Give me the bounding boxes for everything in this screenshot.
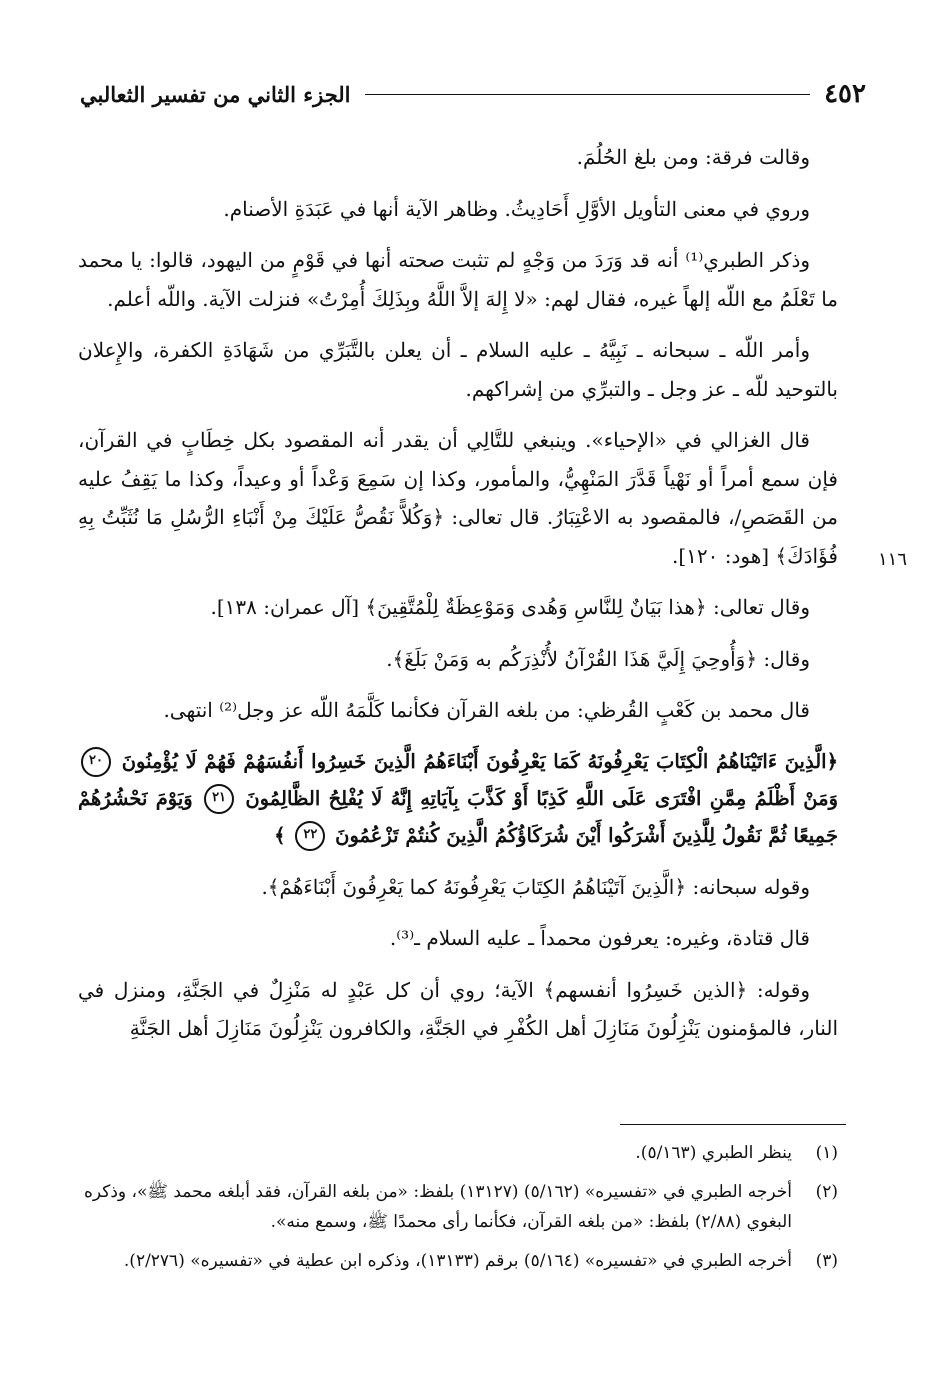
paragraph-7: وقال: ﴿وَأُوحِيَ إِلَيَّ هَذَا القُرْآنُ لأُنْذِرَكُم به وَمَنْ بَلَغَ﴾.: [386, 646, 810, 671]
paragraph-5: قال الغزالي في «الإحياء». وينبغي للتَّالِي أن يقدر أنه المقصود بكل خِطَابٍ في القرآن، فإن سمع أمراً أو نَهْياً قَدَّرَ المَنْهِيُّ، والمأمور، وكذا إن سَمِعَ وَعْداً أو وعيداً، وكذا ما يَقِفُ عليه من القَصَصِ/، فالمقصود به الاعْتِبَارُ. قال تعالى: ﴿وَكُلاًّ نَقُصُّ عَلَيْكَ مِنْ أَنْبَاءِ الرُّسُلِ مَا نُثَبِّتُ بِهِ فُؤَادَكَ﴾ [هود: ١٢٠].: [78, 428, 838, 568]
page-number: ٤٥٢: [824, 79, 866, 109]
paragraph-10: قال قتادة، وغيره: يعرفون محمداً ـ عليه السلام ـ⁽³⁾.: [389, 926, 810, 950]
footnote-text: أخرجه الطبري في «تفسيره» (٥/١٦٤) برقم (١٣١٣٣)، وذكره ابن عطية في «تفسيره» (٢/٢٧٦).: [123, 1251, 792, 1271]
paragraph-2: وروي في معنى التأويل الأوَّلِ أَحَادِيثُ. وظاهر الآية أنها في عَبَدَةِ الأصنام.: [223, 196, 810, 221]
paragraph-4: وأمر اللّه ـ سبحانه ـ نَبِيَّهُ ـ عليه السلام ـ أن يعلن بالتَّبَرِّي من شَهَادَةِ الكفرة، والإِعلان بالتوحيد للّه ـ عز وجل ـ والتبرِّي من إشراكهم.: [78, 338, 838, 401]
running-title: الجزء الثاني من تفسير الثعالبي: [80, 81, 351, 107]
paragraph-8: قال محمد بن كَعْبٍ القُرظي: من بلغه القرآن فكأنما كَلَّمَهُ اللّه عز وجل⁽²⁾ انتهى.: [163, 698, 810, 722]
paragraph-6: وقال تعالى: ﴿هذا بَيَانٌ لِلنَّاسِ وَهُدى وَمَوْعِظَةٌ لِلْمُتَّقِينَ﴾ [آل عمران: ١٣٨].: [210, 595, 810, 619]
quran-close-bracket: ﴾: [274, 823, 286, 847]
quran-verse-21: وَمَنْ أَظْلَمُ مِمَّنِ افْتَرَى عَلَى اللَّهِ كَذِبًا أَوْ كَذَّبَ بِآيَاتِهِ إِنَّهُ لَا يُفْلِحُ الظَّالِمُونَ: [245, 786, 839, 810]
page-header: [80, 74, 866, 114]
quran-verse-22: وَيَوْمَ نَحْشُرُهُمْ جَمِيعًا ثُمَّ نَقُولُ لِلَّذِينَ أَشْرَكُوا أَيْنَ شُرَكَاؤُكُمُ الَّذِينَ كُنتُمْ تَزْعُمُونَ: [78, 786, 838, 847]
paragraph-1: وقالت فرقة: ومن بلغ الحُلُمَ.: [576, 145, 810, 169]
ayah-number-20: ٢٠: [81, 747, 111, 777]
footnote-number: (٣): [815, 1251, 838, 1271]
footnote-3: [78, 1246, 838, 1276]
footnote-number: (١): [815, 1143, 838, 1163]
footnote-separator: [620, 1124, 846, 1125]
footnote-2: [78, 1177, 838, 1237]
main-text: [78, 138, 838, 1061]
quran-verses-block: [78, 743, 838, 854]
ayah-number-21: ٢١: [204, 784, 234, 814]
quran-verse-20: ﴿الَّذِينَ ءَاتَيْنَاهُمُ الْكِتَابَ يَعْرِفُونَهُ كَمَا يَعْرِفُونَ أَبْنَاءَهُمُ الَّذِينَ خَسِرُوا أَنفُسَهُمْ فَهُمْ لَا يُؤْمِنُونَ: [121, 749, 838, 773]
paragraph-9: وقوله سبحانه: ﴿الَّذِينَ آتَيْنَاهُمُ الكِتَابَ يَعْرِفُونَهُ كما يَعْرِفُونَ أَبْنَاءَهُمْ﴾.: [261, 874, 810, 899]
ayah-number-22: ٢٢: [295, 821, 325, 851]
footnotes: [78, 1138, 838, 1285]
header-rule: [365, 94, 811, 95]
paragraph-11: وقوله: ﴿الذين خَسِرُوا أنفسهم﴾ الآية؛ روي أن كل عَبْدٍ له مَنْزِلٌ في الجَنَّةِ، ومنزل في النار، فالمؤمنون يَنْزِلُونَ مَنَازِلَ أهل الكُفْرِ في الجَنَّةِ، والكافرون يَنْزِلُونَ مَنَازِلَ أهل الجَنَّةِ: [78, 977, 838, 1040]
margin-page-marker: ١١٦: [878, 549, 908, 570]
footnote-number: (٢): [815, 1182, 838, 1202]
footnote-1: [78, 1138, 838, 1168]
paragraph-3: وذكر الطبري⁽¹⁾ أنه قد وَرَدَ من وَجْهٍ لم تثبت صحته أنها في قَوْمٍ من اليهود، قالوا: يا محمد ما تَعْلَمُ مع اللّه إلهاً غيره، فقال لهم: «لا إِلهَ إلاَّ اللَّهُ وبِذَلِكَ أُمِرْتُ» فنزلت الآية. واللّه أعلم.: [78, 248, 838, 311]
footnote-text: ينظر الطبري (٥/١٦٣).: [635, 1143, 792, 1163]
footnote-text: أخرجه الطبري في «تفسيره» (٥/١٦٢) (١٣١٢٧) بلفظ: «من بلغه القرآن، فقد أبلغه محمد ﷺ»، وذكره البغوي (٢/٨٨) بلفظ: «من بلغه القرآن، فكأنما رأى محمدًا ﷺ، وسمع منه».: [83, 1182, 792, 1232]
